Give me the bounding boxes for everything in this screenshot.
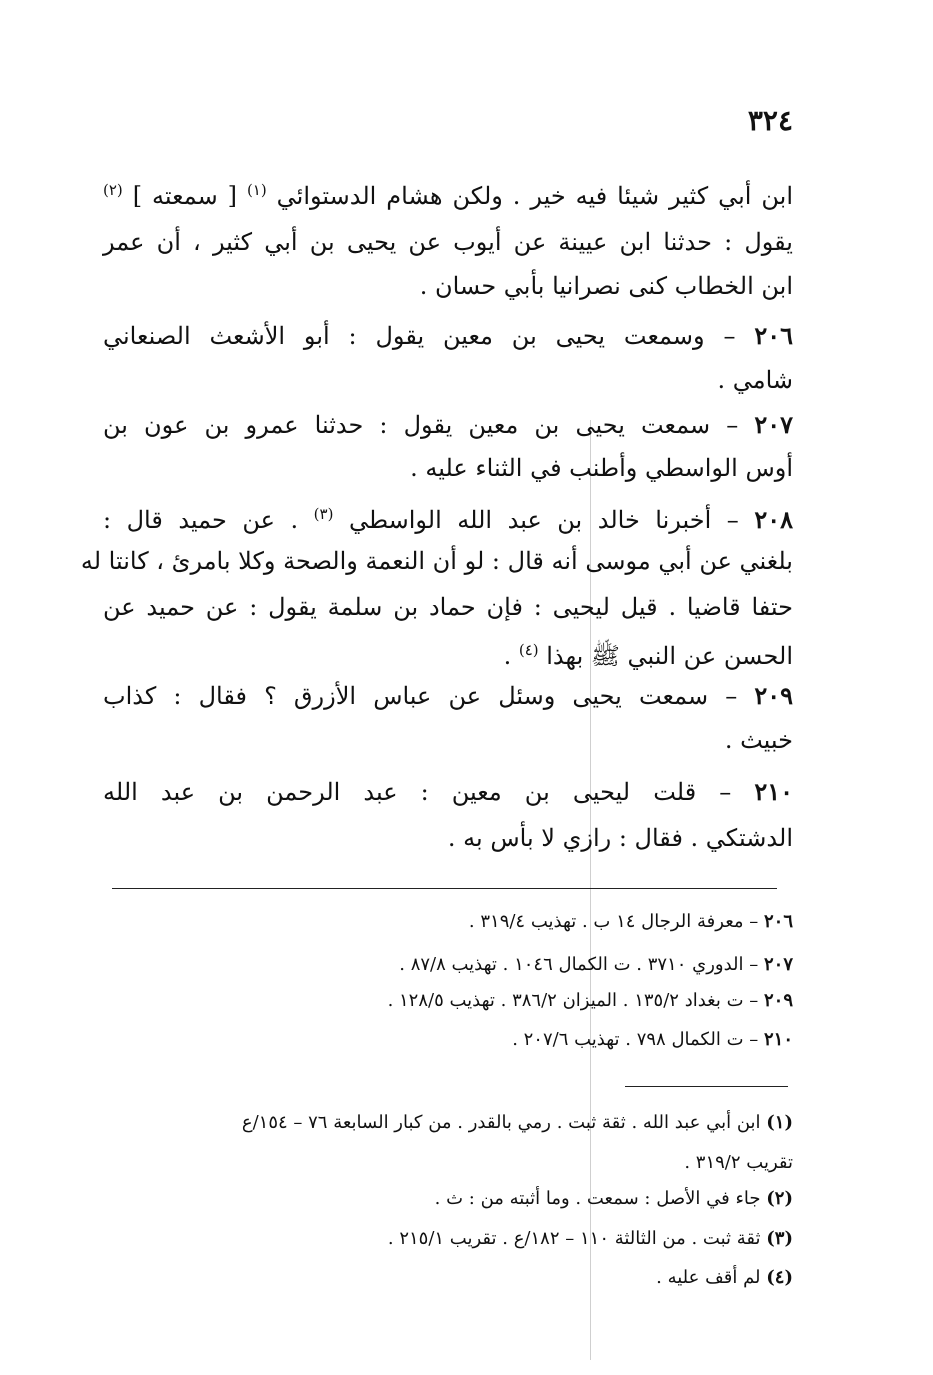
footnotes-divider: [625, 1086, 788, 1087]
entry-number: ٢٠٦: [754, 321, 793, 350]
para-205-line-1: [103, 170, 793, 216]
para-208-text: – أخبرنا خالد بن عبد الله الواسطي: [348, 506, 739, 534]
source-line: [103, 1025, 793, 1055]
entry-number: ٢١٠: [754, 777, 793, 806]
para-206-line-1: [103, 316, 793, 356]
source-number: ٢٠٧: [763, 954, 793, 975]
footnote-4: [103, 1263, 793, 1293]
para-205-bracket: [ سمعته ]: [132, 182, 237, 210]
para-208-line-4: [103, 630, 793, 676]
para-210-line-1: [103, 772, 793, 812]
para-207-line-2: أوس الواسطي وأطنب في الثناء عليه .: [410, 454, 793, 482]
source-text: – الدوري ٣٧١٠ . ت الكمال ١٠٤٦ . تهذيب ٨٧/٨ .: [399, 954, 759, 975]
footnote-ref-1: (١): [246, 181, 267, 199]
footnote-number: (٣): [766, 1228, 793, 1249]
para-206-line-2: شامي .: [717, 366, 793, 394]
para-205-text: ابن أبي كثير شيئا فيه خير . ولكن هشام الدستوائي: [276, 182, 793, 210]
entry-number: ٢٠٩: [754, 681, 793, 710]
para-209-line-1: [103, 676, 793, 716]
para-207-line-1: [103, 405, 793, 445]
footnote-text: ثقة ثبت . من الثالثة ١١٠ – ١٨٢/ع . تقريب ٢١٥/١ .: [387, 1228, 761, 1249]
para-208-line-1: [103, 494, 793, 540]
para-208-text-post: . عن حميد قال :: [103, 506, 299, 534]
footnote-ref-3: (٣): [313, 505, 334, 523]
footnote-number: (٢): [766, 1188, 793, 1209]
source-line: [103, 950, 793, 980]
para-205-line-3: ابن الخطاب كنى نصرانيا بأبي حسان .: [419, 272, 793, 300]
para-205-line-2: يقول : حدثنا ابن عيينة عن أيوب عن يحيى بن أبي كثير ، أن عمر: [103, 228, 793, 256]
para-209-line-2: خبيث .: [724, 726, 793, 754]
footnote-1-continued: تقريب ٣١٩/٢ .: [684, 1152, 793, 1173]
footnote-number: (٤): [766, 1267, 793, 1288]
footnote-ref-2: (٢): [103, 181, 123, 199]
para-209-text: – سمعت يحيى وسئل عن عباس الأزرق ؟ فقال : كذاب: [103, 682, 738, 710]
source-number: ٢٠٦: [763, 911, 793, 932]
footnote-1: [103, 1108, 793, 1138]
source-number: ٢١٠: [763, 1029, 793, 1050]
source-text: – ت الكمال ٧٩٨ . تهذيب ٢٠٧/٦ .: [512, 1029, 759, 1050]
para-208-line-4-text: الحسن عن النبي ﷺ بهذا: [546, 642, 793, 670]
para-208-line-2: بلغني عن أبي موسى أنه قال : لو أن النعمة والصحة وكلا بامرئ ، كانتا له: [80, 547, 793, 575]
footnote-ref-4: (٤): [518, 641, 539, 659]
footnote-text: ابن أبي عبد الله . ثقة ثبت . رمي بالقدر . من كبار السابعة ٧٦ – ١٥٤/ع: [241, 1112, 761, 1133]
footnote-number: (١): [766, 1112, 793, 1133]
page-number: ٣٢٤: [747, 104, 793, 137]
source-line: [103, 986, 793, 1016]
para-210-line-2: الدشتكي . فقال : رازي لا بأس به .: [447, 824, 793, 852]
sources-divider: [112, 888, 777, 889]
para-208-line-4-post: .: [503, 642, 512, 670]
footnote-2: [103, 1184, 793, 1214]
para-206-text: – وسمعت يحيى بن معين يقول : أبو الأشعث الصنعاني: [103, 322, 736, 350]
source-text: – ت بغداد ١٣٥/٢ . الميزان ٣٨٦/٢ . تهذيب ١٢٨/٥ .: [387, 990, 759, 1011]
para-208-line-3: حتفا قاضيا . قيل ليحيى : فإن حماد بن سلمة يقول : عن حميد عن: [103, 593, 793, 621]
footnote-3: [103, 1224, 793, 1254]
entry-number: ٢٠٨: [754, 505, 793, 534]
source-line: [103, 907, 793, 937]
para-210-text: – قلت ليحيى بن معين : عبد الرحمن بن عبد الله: [103, 778, 732, 806]
entry-number: ٢٠٧: [754, 410, 793, 439]
footnote-text: جاء في الأصل : سمعت . وما أثبته من : ث .: [434, 1188, 761, 1209]
footnote-text: لم أقف عليه .: [656, 1267, 761, 1288]
para-207-text: – سمعت يحيى بن معين يقول : حدثنا عمرو بن عون بن: [103, 411, 739, 439]
source-text: – معرفة الرجال ١٤ ب . تهذيب ٣١٩/٤ .: [468, 911, 759, 932]
source-number: ٢٠٩: [763, 990, 793, 1011]
